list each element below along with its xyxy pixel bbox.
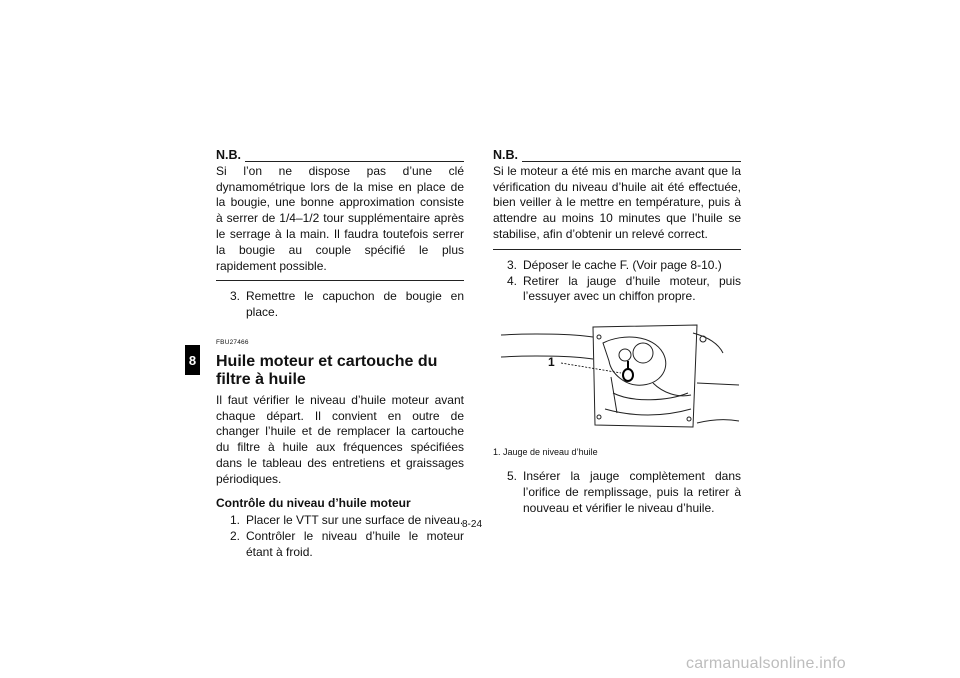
- figure-caption: 1. Jauge de niveau d’huile: [493, 447, 598, 458]
- intro-paragraph: Il faut vérifier le niveau d’huile moteur avant chaque départ. Il convient en outre de changer l’huile et de remplacer la cartouche du filtre à huile aux fréquences spécifiées dans le tableau des entretiens et graissages périodiques.: [216, 392, 464, 486]
- nb-label: N.B.: [493, 148, 518, 162]
- nb-heading: [216, 148, 464, 164]
- engine-drawing: [493, 313, 741, 439]
- nb-end-rule: [493, 249, 741, 250]
- step-item: [493, 258, 741, 274]
- step-item: [493, 469, 741, 516]
- step-text: Contrôler le niveau d’huile le moteur étant à froid.: [246, 529, 464, 559]
- step-number: 5.: [506, 468, 517, 483]
- step-item: [216, 513, 464, 529]
- step-number: 1.: [229, 513, 240, 528]
- step-item: [216, 529, 464, 561]
- nb-heading: [493, 148, 741, 164]
- step-text: Déposer le cache F. (Voir page 8-10.): [523, 257, 722, 272]
- nb-label: N.B.: [216, 148, 241, 162]
- left-column: [216, 148, 464, 561]
- nb-end-rule: [216, 280, 464, 281]
- engine-illustration: [493, 313, 741, 439]
- nb-text: Si le moteur a été mis en marche avant que la vérification du niveau d’huile ait été effectuée, bien veiller à le mettre en température, puis à attendre au moins 10 minutes que l’huile se stabilise, afin d’obtenir un relevé correct.: [493, 163, 741, 241]
- step-number: 2.: [229, 529, 240, 544]
- callout-1: 1: [548, 355, 555, 370]
- step-item: [216, 289, 464, 321]
- right-column: [493, 148, 741, 516]
- nb-text: Si l’on ne dispose pas d’une clé dynamométrique lors de la mise en place de la bougie, une bonne approximation consiste à serrer de 1/4–1/2 tour supplémentaire après le serrage à la main. Il faudra toutefois serrer la bougie au couple spécifié le plus rapidement possible.: [216, 163, 464, 273]
- step-text: Remettre le capuchon de bougie en place.: [246, 289, 464, 320]
- nb-rule: [522, 161, 741, 162]
- nb-rule: [245, 161, 464, 162]
- step-number: 4.: [506, 273, 517, 288]
- step-text: Placer le VTT sur une surface de niveau.: [246, 513, 464, 528]
- step-number: 3.: [506, 257, 517, 272]
- step-text: Insérer la jauge complètement dans l’orifice de remplissage, puis la retirer à nouveau et vérifier le niveau d’huile.: [523, 468, 741, 515]
- chapter-tab: 8: [185, 345, 200, 375]
- section-title: Huile moteur et cartouche du filtre à huile: [216, 352, 438, 388]
- step-number: 3.: [229, 289, 240, 304]
- step-item: [493, 274, 741, 306]
- section-code: FBU27466: [216, 338, 249, 346]
- subheading: Contrôle du niveau d’huile moteur: [216, 495, 411, 510]
- step-text: Retirer la jauge d’huile moteur, puis l’essuyer avec un chiffon propre.: [523, 273, 741, 304]
- page-number: 8-24: [462, 519, 483, 530]
- watermark: carmanualsonline.info: [686, 655, 846, 672]
